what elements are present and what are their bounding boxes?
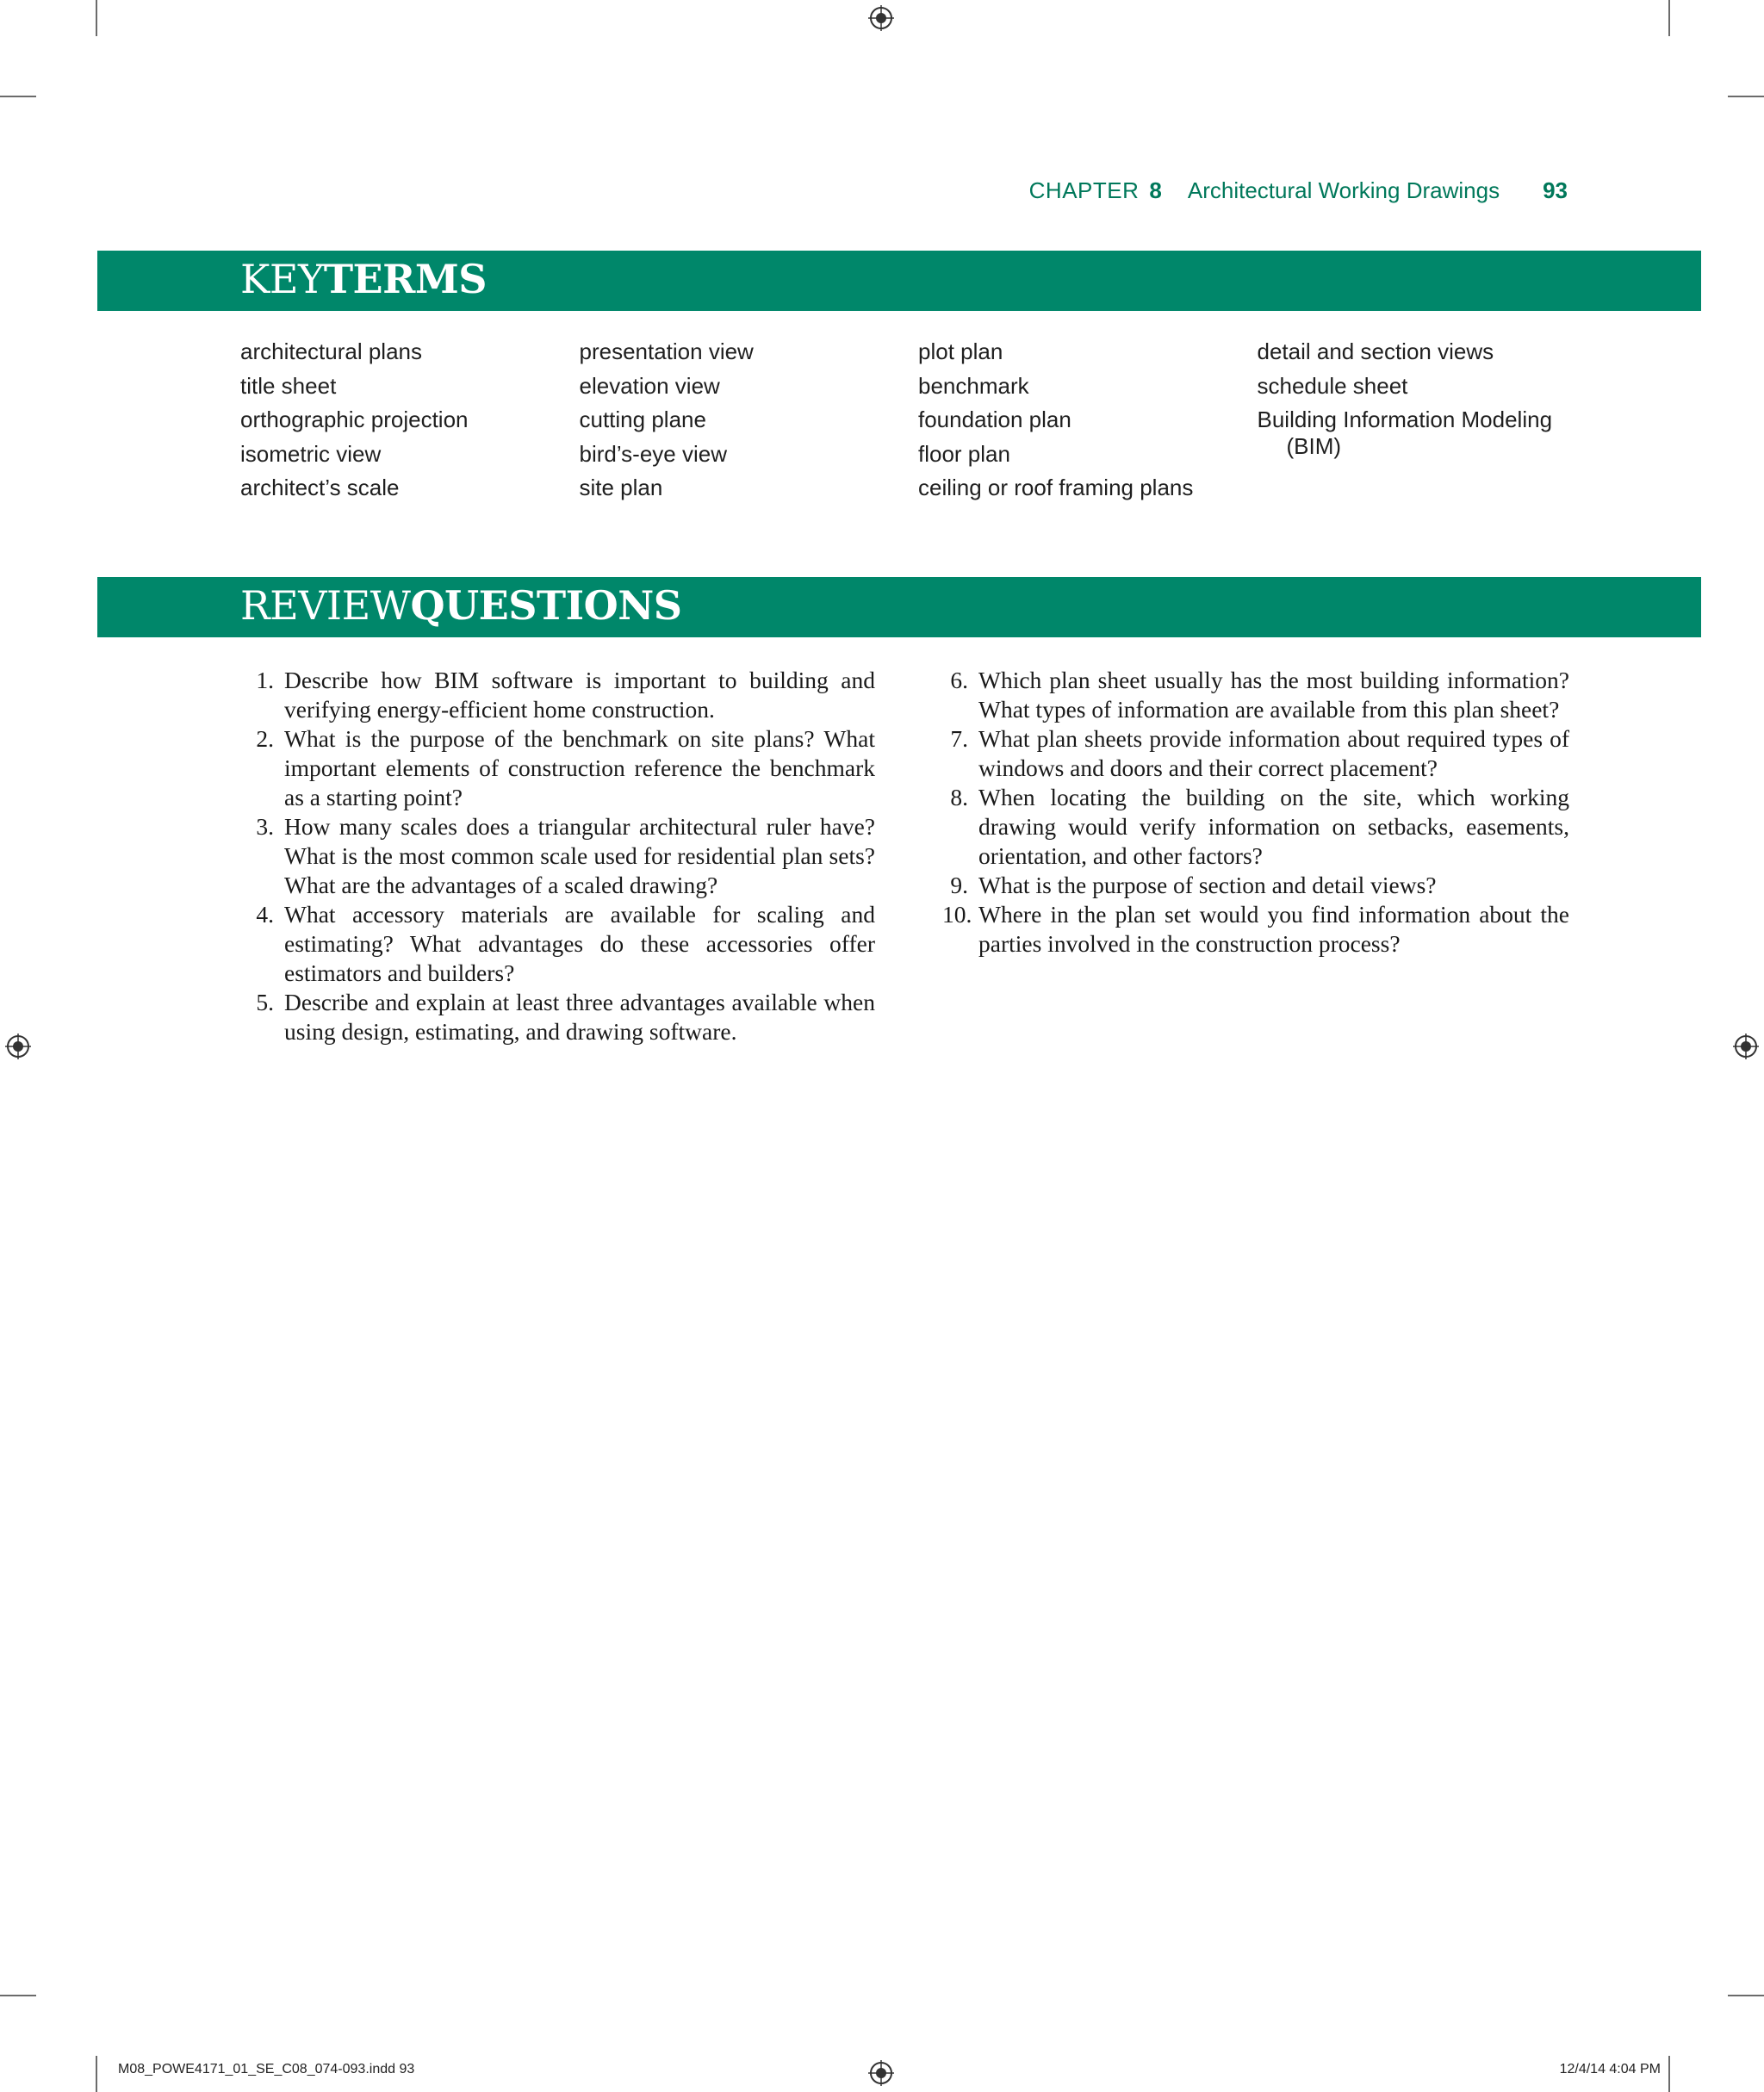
question-number: 8. <box>950 784 968 810</box>
question-number: 7. <box>950 725 968 752</box>
key-term: title sheet <box>240 372 337 399</box>
question-text: Describe how BIM software is important to building and verifying energy-efficient home construction. <box>284 667 875 723</box>
questions-column-right <box>942 666 1569 1046</box>
print-slug-date: 12/4/14 4:04 PM <box>1559 2062 1661 2076</box>
key-term: site plan <box>579 475 663 500</box>
review-questions-banner <box>97 577 1701 637</box>
key-term: presentation view <box>579 338 754 364</box>
key-terms-heading-light: KEY <box>240 256 324 302</box>
question-item <box>248 724 875 812</box>
crop-mark <box>96 0 97 36</box>
question-number: 3. <box>256 813 274 840</box>
key-term: floor plan <box>918 440 1010 467</box>
question-number: 9. <box>950 872 968 898</box>
crop-mark <box>1728 1995 1764 1996</box>
question-number: 1. <box>256 667 274 693</box>
key-term: foundation plan <box>918 407 1071 432</box>
question-number: 2. <box>256 725 274 752</box>
print-slug-file: M08_POWE4171_01_SE_C08_074-093.indd 93 <box>118 2062 415 2076</box>
question-text: When locating the building on the site, which working drawing would verify information on setbacks, easements, orientation, and other factors? <box>978 784 1569 869</box>
key-terms-column <box>580 335 919 506</box>
question-item <box>248 900 875 988</box>
question-item <box>248 666 875 724</box>
crop-mark <box>1668 0 1670 36</box>
page-number: 93 <box>1543 177 1568 203</box>
question-number: 5. <box>256 989 274 1015</box>
question-number: 6. <box>950 667 968 693</box>
question-item <box>248 812 875 900</box>
question-text: What accessory materials are available for scaling and estimating? What advantages do these accessories offer estimators and builders? <box>284 901 875 986</box>
question-text: What is the purpose of section and detail views? <box>978 872 1437 898</box>
question-item <box>942 900 1569 959</box>
question-number: 4. <box>256 901 274 928</box>
registration-mark-icon <box>1733 1034 1759 1059</box>
key-term: schedule sheet <box>1257 372 1408 399</box>
key-term: plot plan <box>918 338 1003 364</box>
questions-column-left <box>248 666 875 1046</box>
key-term: detail and section views <box>1257 338 1494 364</box>
question-text: Describe and explain at least three advantages available when using design, estimating, and drawing software. <box>284 989 875 1045</box>
review-questions-heading-bold: QUESTIONS <box>410 582 682 629</box>
key-terms-column <box>1258 335 1576 506</box>
crop-mark <box>0 96 36 97</box>
question-item <box>942 783 1569 871</box>
running-head <box>1029 177 1568 207</box>
crop-mark <box>96 2056 97 2092</box>
key-terms-column <box>918 335 1258 506</box>
question-item <box>942 871 1569 900</box>
review-questions-heading <box>240 582 682 629</box>
question-item <box>942 666 1569 724</box>
key-term: orthographic projection <box>240 407 469 432</box>
key-term: Building Information Modeling (BIM) <box>1257 407 1553 459</box>
chapter-number: 8 <box>1149 177 1162 203</box>
review-questions-list <box>248 666 1569 1046</box>
question-text: What is the purpose of the benchmark on site plans? What important elements of construction reference the benchmark as a starting point? <box>284 725 875 810</box>
question-text: How many scales does a triangular architectural ruler have? What is the most common scale used for residential plan sets? What are the advantages of a scaled drawing? <box>284 813 875 898</box>
key-term: architect’s scale <box>240 475 400 500</box>
key-term: bird’s-eye view <box>579 440 727 467</box>
key-terms-heading <box>240 256 487 302</box>
key-term: cutting plane <box>579 407 706 432</box>
key-term: isometric view <box>240 440 382 467</box>
key-term: elevation view <box>579 372 720 399</box>
registration-mark-icon <box>868 5 894 31</box>
key-terms-list <box>240 335 1575 506</box>
key-term: architectural plans <box>240 338 422 364</box>
chapter-label: CHAPTER <box>1028 177 1140 203</box>
question-item <box>942 724 1569 783</box>
key-terms-banner <box>97 251 1701 311</box>
crop-mark <box>1728 96 1764 97</box>
question-text: What plan sheets provide information about required types of windows and doors and their correct placement? <box>978 725 1569 781</box>
chapter-title: Architectural Working Drawings <box>1187 177 1500 203</box>
question-text: Where in the plan set would you find information about the parties involved in the construction process? <box>978 901 1569 957</box>
registration-mark-icon <box>5 1034 31 1059</box>
review-questions-heading-light: REVIEW <box>240 582 411 629</box>
question-text: Which plan sheet usually has the most building information? What types of information are available from this plan sheet? <box>978 667 1569 723</box>
key-term: benchmark <box>918 372 1029 399</box>
key-terms-column <box>240 335 580 506</box>
question-item <box>248 988 875 1046</box>
key-term: ceiling or roof framing plans <box>918 475 1194 500</box>
crop-mark <box>1668 2056 1670 2092</box>
registration-mark-icon <box>868 2060 894 2086</box>
key-terms-heading-bold: TERMS <box>323 256 487 302</box>
crop-mark <box>0 1995 36 1996</box>
question-number: 10. <box>942 901 972 928</box>
